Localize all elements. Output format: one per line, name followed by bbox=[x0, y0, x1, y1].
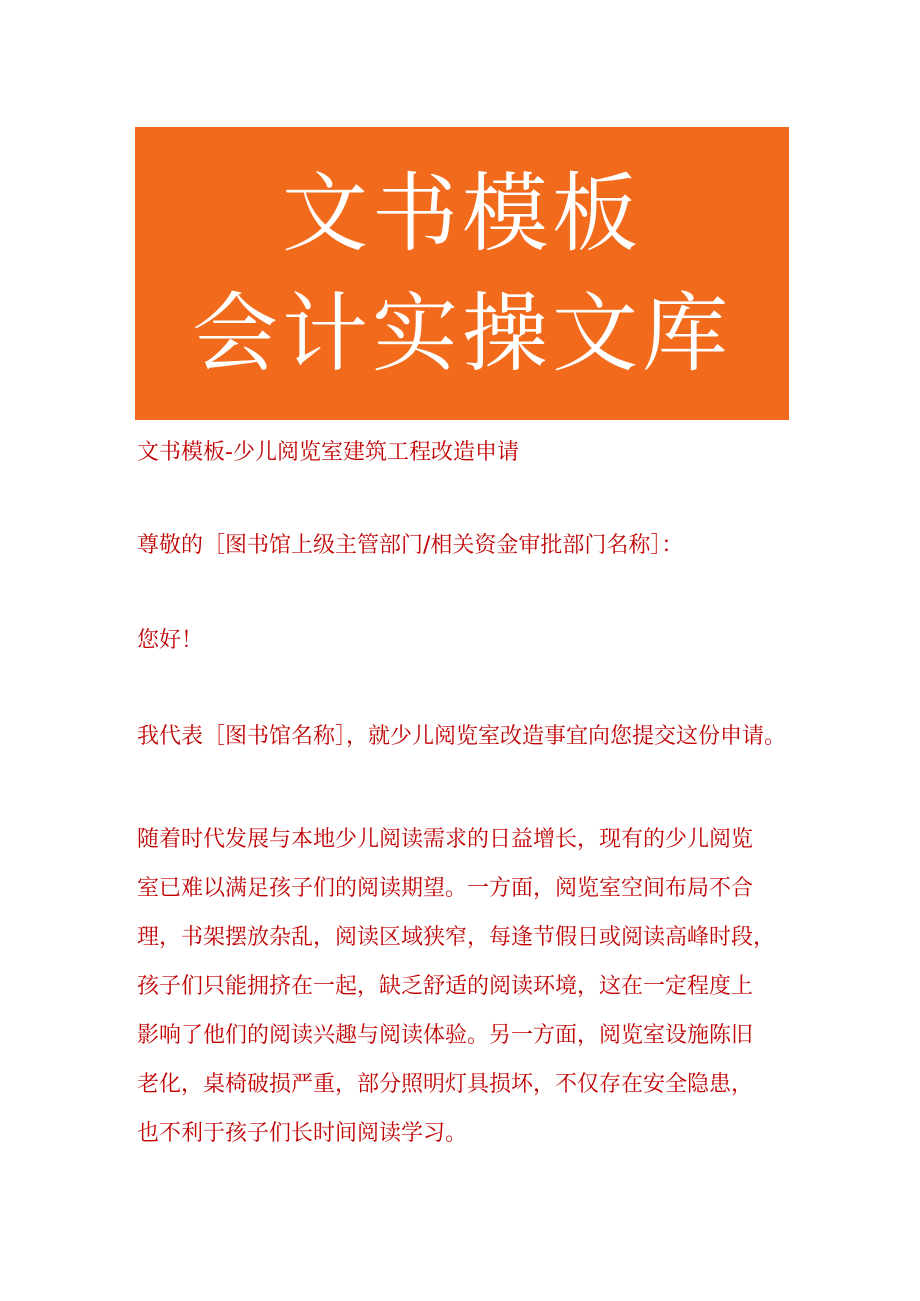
paragraph-line: 理，书架摆放杂乱，阅读区域狭窄，每逢节假日或阅读高峰时段， bbox=[137, 925, 776, 950]
paragraph-line: 老化，桌椅破损严重，部分照明灯具损坏，不仅存在安全隐患， bbox=[137, 1072, 754, 1097]
document-title: 文书模板-少儿阅览室建筑工程改造申请 bbox=[137, 440, 519, 465]
paragraph-line: 随着时代发展与本地少儿阅读需求的日益增长，现有的少儿阅览 bbox=[137, 827, 754, 852]
body-paragraph bbox=[137, 815, 775, 1158]
paragraph-line: 也不利于孩子们长时间阅读学习。 bbox=[137, 1121, 468, 1146]
paragraph-line: 影响了他们的阅读兴趣与阅读体验。另一方面，阅览室设施陈旧 bbox=[137, 1023, 754, 1048]
title-banner bbox=[135, 127, 789, 420]
banner-title: 文书模板 bbox=[282, 164, 642, 264]
paragraph-line: 孩子们只能拥挤在一起，缺乏舒适的阅读环境，这在一定程度上 bbox=[137, 974, 754, 999]
paragraph-line: 室已难以满足孩子们的阅读期望。一方面，阅览室空间布局不合 bbox=[137, 876, 754, 901]
salutation: 尊敬的［图书馆上级主管部门/相关资金审批部门名称］： bbox=[137, 533, 684, 558]
intro-line: 我代表［图书馆名称］，就少儿阅览室改造事宜向您提交这份申请。 bbox=[137, 724, 787, 749]
greeting: 您好！ bbox=[137, 628, 204, 653]
banner-subtitle: 会计实操文库 bbox=[192, 284, 732, 384]
